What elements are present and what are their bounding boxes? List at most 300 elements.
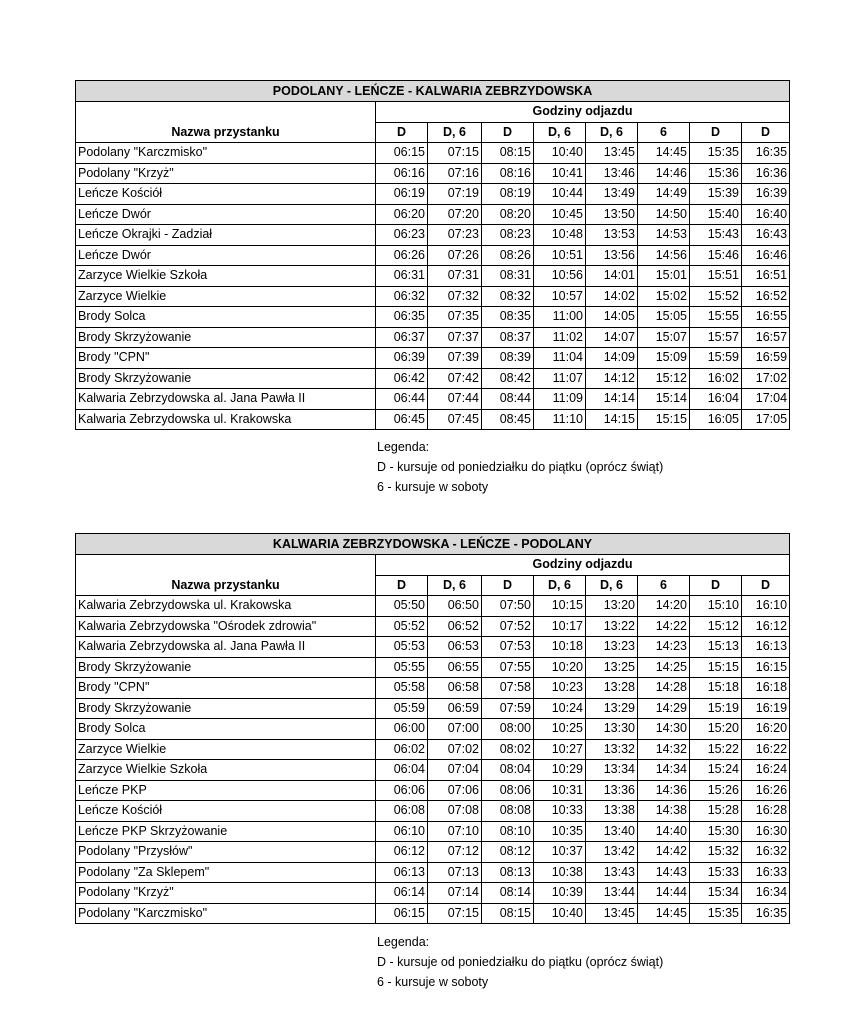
legend <box>377 437 663 497</box>
departure-time: 08:04 <box>482 760 534 781</box>
departure-time: 15:10 <box>690 596 742 617</box>
table-row <box>76 368 790 389</box>
stop-name: Podolany "Karczmisko" <box>76 903 376 924</box>
departure-time: 14:36 <box>638 780 690 801</box>
departure-time: 08:19 <box>482 184 534 205</box>
day-code-header: D <box>742 122 790 143</box>
day-code-header: D <box>742 575 790 596</box>
table-row <box>76 801 790 822</box>
stop-name: Brody Solca <box>76 307 376 328</box>
departure-time: 14:07 <box>586 327 638 348</box>
departure-time: 08:42 <box>482 368 534 389</box>
departure-time: 16:34 <box>742 883 790 904</box>
departure-time: 16:40 <box>742 204 790 225</box>
departure-time: 07:35 <box>428 307 482 328</box>
table-row <box>76 760 790 781</box>
departure-time: 10:20 <box>534 657 586 678</box>
departure-time: 10:57 <box>534 286 586 307</box>
departure-time: 13:49 <box>586 184 638 205</box>
departure-time: 10:39 <box>534 883 586 904</box>
day-code-header: D <box>690 122 742 143</box>
stop-name: Zarzyce Wielkie <box>76 286 376 307</box>
departure-time: 15:12 <box>638 368 690 389</box>
departure-time: 16:52 <box>742 286 790 307</box>
departure-time: 06:02 <box>376 739 428 760</box>
day-code-header: D, 6 <box>586 122 638 143</box>
departure-time: 15:26 <box>690 780 742 801</box>
table-row <box>76 143 790 164</box>
departure-time: 06:50 <box>428 596 482 617</box>
table-row <box>76 678 790 699</box>
departure-time: 10:25 <box>534 719 586 740</box>
departure-time: 08:26 <box>482 245 534 266</box>
departure-time: 07:50 <box>482 596 534 617</box>
departure-time: 10:45 <box>534 204 586 225</box>
departure-time: 13:32 <box>586 739 638 760</box>
departure-time: 16:26 <box>742 780 790 801</box>
table-row <box>76 596 790 617</box>
departure-time: 16:15 <box>742 657 790 678</box>
legend-line-saturdays: 6 - kursuje w soboty <box>377 480 489 494</box>
stop-name: Leńcze Kościół <box>76 184 376 205</box>
departure-time: 08:23 <box>482 225 534 246</box>
departure-time: 10:23 <box>534 678 586 699</box>
departure-time: 06:12 <box>376 842 428 863</box>
departure-time: 05:58 <box>376 678 428 699</box>
table-row <box>76 842 790 863</box>
departure-time: 14:40 <box>638 821 690 842</box>
departure-time: 15:07 <box>638 327 690 348</box>
departure-time: 06:20 <box>376 204 428 225</box>
departure-time: 06:19 <box>376 184 428 205</box>
title-row <box>76 534 790 555</box>
table-row <box>76 307 790 328</box>
departure-time: 15:24 <box>690 760 742 781</box>
stop-name: Podolany "Krzyż" <box>76 163 376 184</box>
table-row <box>76 719 790 740</box>
stop-name: Leńcze Kościół <box>76 801 376 822</box>
table-row <box>76 348 790 369</box>
departure-time: 15:15 <box>638 409 690 430</box>
departure-time: 07:42 <box>428 368 482 389</box>
departure-time: 07:02 <box>428 739 482 760</box>
departure-time: 06:45 <box>376 409 428 430</box>
departure-time: 11:09 <box>534 389 586 410</box>
departure-time: 15:57 <box>690 327 742 348</box>
departure-time: 14:09 <box>586 348 638 369</box>
departure-time: 15:52 <box>690 286 742 307</box>
legend-line-weekdays: D - kursuje od poniedziałku do piątku (oprócz świąt) <box>377 460 664 474</box>
departure-time: 13:28 <box>586 678 638 699</box>
departure-time: 13:20 <box>586 596 638 617</box>
table-row <box>76 286 790 307</box>
departure-time: 13:56 <box>586 245 638 266</box>
departure-time: 13:29 <box>586 698 638 719</box>
departure-time: 14:42 <box>638 842 690 863</box>
departure-time: 06:53 <box>428 637 482 658</box>
departure-time: 06:35 <box>376 307 428 328</box>
departure-time: 08:15 <box>482 143 534 164</box>
departure-time: 06:13 <box>376 862 428 883</box>
departure-time: 08:13 <box>482 862 534 883</box>
departure-time: 07:39 <box>428 348 482 369</box>
departure-time: 06:23 <box>376 225 428 246</box>
stop-name: Podolany "Za Sklepem" <box>76 862 376 883</box>
departure-time: 07:12 <box>428 842 482 863</box>
departure-time: 07:08 <box>428 801 482 822</box>
legend-title: Legenda: <box>377 440 430 454</box>
departure-time: 14:30 <box>638 719 690 740</box>
table-row <box>76 657 790 678</box>
departure-time: 14:49 <box>638 184 690 205</box>
departure-time: 10:44 <box>534 184 586 205</box>
stop-name: Brody Solca <box>76 719 376 740</box>
departure-time: 16:30 <box>742 821 790 842</box>
departure-time: 14:12 <box>586 368 638 389</box>
day-code-header: D, 6 <box>534 122 586 143</box>
departure-time: 16:35 <box>742 143 790 164</box>
departure-time: 07:13 <box>428 862 482 883</box>
departure-time: 10:40 <box>534 903 586 924</box>
table-row <box>76 204 790 225</box>
stop-name: Zarzyce Wielkie Szkoła <box>76 266 376 287</box>
stop-name: Leńcze Dwór <box>76 204 376 225</box>
departure-time: 16:57 <box>742 327 790 348</box>
departure-time: 07:44 <box>428 389 482 410</box>
departure-time: 15:40 <box>690 204 742 225</box>
departure-time: 15:33 <box>690 862 742 883</box>
stop-name: Brody Skrzyżowanie <box>76 657 376 678</box>
departure-time: 05:50 <box>376 596 428 617</box>
stop-name: Brody Skrzyżowanie <box>76 327 376 348</box>
departure-time: 08:14 <box>482 883 534 904</box>
departure-time: 06:00 <box>376 719 428 740</box>
departure-time: 16:46 <box>742 245 790 266</box>
day-code-header: 6 <box>638 575 690 596</box>
departure-time: 14:56 <box>638 245 690 266</box>
departure-time: 10:24 <box>534 698 586 719</box>
departure-time: 16:22 <box>742 739 790 760</box>
departure-time: 07:52 <box>482 616 534 637</box>
departure-time: 10:40 <box>534 143 586 164</box>
departure-time: 16:55 <box>742 307 790 328</box>
departure-time: 14:45 <box>638 143 690 164</box>
stop-name: Brody "CPN" <box>76 678 376 699</box>
departure-time: 11:07 <box>534 368 586 389</box>
departure-time: 13:36 <box>586 780 638 801</box>
departure-time: 16:28 <box>742 801 790 822</box>
departure-time: 06:26 <box>376 245 428 266</box>
stop-name: Kalwaria Zebrzydowska ul. Krakowska <box>76 409 376 430</box>
departure-time: 13:43 <box>586 862 638 883</box>
departure-time: 11:04 <box>534 348 586 369</box>
day-code-header: D <box>482 575 534 596</box>
stop-name: Zarzyce Wielkie Szkoła <box>76 760 376 781</box>
day-code-header: D <box>690 575 742 596</box>
departure-time: 14:29 <box>638 698 690 719</box>
table-row <box>76 903 790 924</box>
departure-time: 14:28 <box>638 678 690 699</box>
departure-time: 07:26 <box>428 245 482 266</box>
stop-name: Podolany "Przysłów" <box>76 842 376 863</box>
departure-time: 14:02 <box>586 286 638 307</box>
departure-time: 17:04 <box>742 389 790 410</box>
timetable-body <box>76 81 790 430</box>
table-row <box>76 245 790 266</box>
stop-name: Leńcze PKP Skrzyżowanie <box>76 821 376 842</box>
departure-time: 07:55 <box>482 657 534 678</box>
table-title: PODOLANY - LEŃCZE - KALWARIA ZEBRZYDOWSKA <box>76 81 790 102</box>
departure-time: 16:24 <box>742 760 790 781</box>
stop-name: Kalwaria Zebrzydowska al. Jana Pawła II <box>76 389 376 410</box>
departure-time: 13:40 <box>586 821 638 842</box>
departure-time: 10:29 <box>534 760 586 781</box>
legend <box>377 932 663 992</box>
departure-time: 06:37 <box>376 327 428 348</box>
departure-time: 16:18 <box>742 678 790 699</box>
departure-time: 07:58 <box>482 678 534 699</box>
departure-time: 13:23 <box>586 637 638 658</box>
stop-name: Kalwaria Zebrzydowska "Ośrodek zdrowia" <box>76 616 376 637</box>
departure-time: 16:51 <box>742 266 790 287</box>
departure-time: 10:48 <box>534 225 586 246</box>
departure-time: 08:16 <box>482 163 534 184</box>
day-code-header: D, 6 <box>534 575 586 596</box>
departure-time: 07:00 <box>428 719 482 740</box>
departure-time: 06:06 <box>376 780 428 801</box>
departure-time: 10:27 <box>534 739 586 760</box>
departure-time: 07:14 <box>428 883 482 904</box>
departure-time: 11:02 <box>534 327 586 348</box>
departure-time: 15:14 <box>638 389 690 410</box>
table-row <box>76 389 790 410</box>
departure-time: 15:34 <box>690 883 742 904</box>
departure-time: 15:22 <box>690 739 742 760</box>
departure-time: 07:16 <box>428 163 482 184</box>
departure-time: 16:43 <box>742 225 790 246</box>
legend-line-saturdays: 6 - kursuje w soboty <box>377 975 489 989</box>
departure-time: 15:12 <box>690 616 742 637</box>
stop-column-header: Nazwa przystanku <box>76 102 376 143</box>
departure-time: 13:45 <box>586 903 638 924</box>
departure-time: 08:39 <box>482 348 534 369</box>
departure-time: 13:46 <box>586 163 638 184</box>
table-row <box>76 225 790 246</box>
departure-time: 14:20 <box>638 596 690 617</box>
departure-time: 16:12 <box>742 616 790 637</box>
departure-time: 15:09 <box>638 348 690 369</box>
departure-time: 13:44 <box>586 883 638 904</box>
departure-time: 10:15 <box>534 596 586 617</box>
departure-time: 16:20 <box>742 719 790 740</box>
departure-time: 16:05 <box>690 409 742 430</box>
departure-time: 07:53 <box>482 637 534 658</box>
departure-time: 14:14 <box>586 389 638 410</box>
table-row <box>76 637 790 658</box>
stop-name: Kalwaria Zebrzydowska al. Jana Pawła II <box>76 637 376 658</box>
departure-time: 13:45 <box>586 143 638 164</box>
departure-times-header: Godziny odjazdu <box>376 555 790 576</box>
departure-time: 10:51 <box>534 245 586 266</box>
departure-time: 14:01 <box>586 266 638 287</box>
departure-time: 16:19 <box>742 698 790 719</box>
stop-name: Podolany "Krzyż" <box>76 883 376 904</box>
departure-times-header: Godziny odjazdu <box>376 102 790 123</box>
departure-time: 06:52 <box>428 616 482 637</box>
departure-time: 15:01 <box>638 266 690 287</box>
stop-column-header: Nazwa przystanku <box>76 555 376 596</box>
stop-name: Brody "CPN" <box>76 348 376 369</box>
departure-time: 16:59 <box>742 348 790 369</box>
departure-time: 15:02 <box>638 286 690 307</box>
departure-time: 10:41 <box>534 163 586 184</box>
departure-time: 17:05 <box>742 409 790 430</box>
table-row <box>76 821 790 842</box>
departure-time: 14:23 <box>638 637 690 658</box>
departure-time: 06:39 <box>376 348 428 369</box>
departure-time: 13:53 <box>586 225 638 246</box>
departure-time: 06:42 <box>376 368 428 389</box>
table-row <box>76 698 790 719</box>
departure-time: 06:08 <box>376 801 428 822</box>
table-title: KALWARIA ZEBRZYDOWSKA - LEŃCZE - PODOLANY <box>76 534 790 555</box>
day-code-header: D, 6 <box>586 575 638 596</box>
departure-time: 15:19 <box>690 698 742 719</box>
departure-time: 07:20 <box>428 204 482 225</box>
departure-time: 13:22 <box>586 616 638 637</box>
departure-time: 16:33 <box>742 862 790 883</box>
departure-time: 07:15 <box>428 143 482 164</box>
departure-time: 15:30 <box>690 821 742 842</box>
timetable-body <box>76 534 790 924</box>
departure-time: 10:18 <box>534 637 586 658</box>
departure-time: 13:50 <box>586 204 638 225</box>
departure-time: 06:31 <box>376 266 428 287</box>
day-code-header: D, 6 <box>428 575 482 596</box>
stop-name: Leńcze PKP <box>76 780 376 801</box>
departure-time: 15:35 <box>690 903 742 924</box>
departure-time: 08:15 <box>482 903 534 924</box>
departure-time: 05:53 <box>376 637 428 658</box>
departure-time: 08:06 <box>482 780 534 801</box>
departure-time: 13:30 <box>586 719 638 740</box>
timetable-podolany-kalwaria <box>75 80 790 430</box>
departure-time: 15:28 <box>690 801 742 822</box>
departure-time: 08:44 <box>482 389 534 410</box>
departure-time: 05:52 <box>376 616 428 637</box>
departure-time: 08:37 <box>482 327 534 348</box>
departure-time: 08:31 <box>482 266 534 287</box>
departure-time: 14:34 <box>638 760 690 781</box>
departure-time: 10:35 <box>534 821 586 842</box>
departure-time: 07:23 <box>428 225 482 246</box>
table-row <box>76 266 790 287</box>
departure-time: 16:39 <box>742 184 790 205</box>
departure-time: 06:16 <box>376 163 428 184</box>
departure-time: 08:02 <box>482 739 534 760</box>
departure-time: 16:10 <box>742 596 790 617</box>
header-row <box>76 102 790 123</box>
departure-time: 14:32 <box>638 739 690 760</box>
departure-time: 15:15 <box>690 657 742 678</box>
departure-time: 10:17 <box>534 616 586 637</box>
departure-time: 10:33 <box>534 801 586 822</box>
stop-name: Brody Skrzyżowanie <box>76 698 376 719</box>
stop-name: Leńcze Dwór <box>76 245 376 266</box>
departure-time: 06:04 <box>376 760 428 781</box>
table-row <box>76 327 790 348</box>
departure-time: 15:55 <box>690 307 742 328</box>
departure-time: 13:42 <box>586 842 638 863</box>
departure-time: 15:36 <box>690 163 742 184</box>
day-code-header: 6 <box>638 122 690 143</box>
departure-time: 15:59 <box>690 348 742 369</box>
day-code-header: D <box>376 122 428 143</box>
table-row <box>76 616 790 637</box>
departure-time: 07:04 <box>428 760 482 781</box>
table-row <box>76 184 790 205</box>
departure-time: 07:37 <box>428 327 482 348</box>
departure-time: 11:00 <box>534 307 586 328</box>
departure-time: 15:05 <box>638 307 690 328</box>
departure-time: 06:32 <box>376 286 428 307</box>
departure-time: 14:25 <box>638 657 690 678</box>
departure-time: 05:59 <box>376 698 428 719</box>
departure-time: 14:43 <box>638 862 690 883</box>
departure-time: 07:06 <box>428 780 482 801</box>
departure-time: 15:20 <box>690 719 742 740</box>
departure-time: 13:25 <box>586 657 638 678</box>
departure-time: 11:10 <box>534 409 586 430</box>
legend-title: Legenda: <box>377 935 430 949</box>
departure-time: 16:35 <box>742 903 790 924</box>
day-code-header: D, 6 <box>428 122 482 143</box>
timetable-kalwaria-podolany <box>75 533 790 924</box>
departure-time: 06:14 <box>376 883 428 904</box>
departure-time: 06:15 <box>376 143 428 164</box>
departure-time: 14:53 <box>638 225 690 246</box>
header-row <box>76 555 790 576</box>
departure-time: 08:20 <box>482 204 534 225</box>
table-row <box>76 862 790 883</box>
departure-time: 10:31 <box>534 780 586 801</box>
departure-time: 15:39 <box>690 184 742 205</box>
departure-time: 07:45 <box>428 409 482 430</box>
stop-name: Brody Skrzyżowanie <box>76 368 376 389</box>
table-row <box>76 739 790 760</box>
table-row <box>76 409 790 430</box>
table-row <box>76 163 790 184</box>
departure-time: 10:56 <box>534 266 586 287</box>
departure-time: 14:15 <box>586 409 638 430</box>
departure-time: 15:32 <box>690 842 742 863</box>
departure-time: 07:19 <box>428 184 482 205</box>
departure-time: 10:37 <box>534 842 586 863</box>
departure-time: 14:46 <box>638 163 690 184</box>
departure-time: 08:12 <box>482 842 534 863</box>
day-code-header: D <box>376 575 428 596</box>
departure-time: 06:58 <box>428 678 482 699</box>
legend-line-weekdays: D - kursuje od poniedziałku do piątku (oprócz świąt) <box>377 955 664 969</box>
departure-time: 15:13 <box>690 637 742 658</box>
departure-time: 07:32 <box>428 286 482 307</box>
departure-time: 10:38 <box>534 862 586 883</box>
departure-time: 16:02 <box>690 368 742 389</box>
departure-time: 06:15 <box>376 903 428 924</box>
departure-time: 08:35 <box>482 307 534 328</box>
departure-time: 06:59 <box>428 698 482 719</box>
departure-time: 17:02 <box>742 368 790 389</box>
